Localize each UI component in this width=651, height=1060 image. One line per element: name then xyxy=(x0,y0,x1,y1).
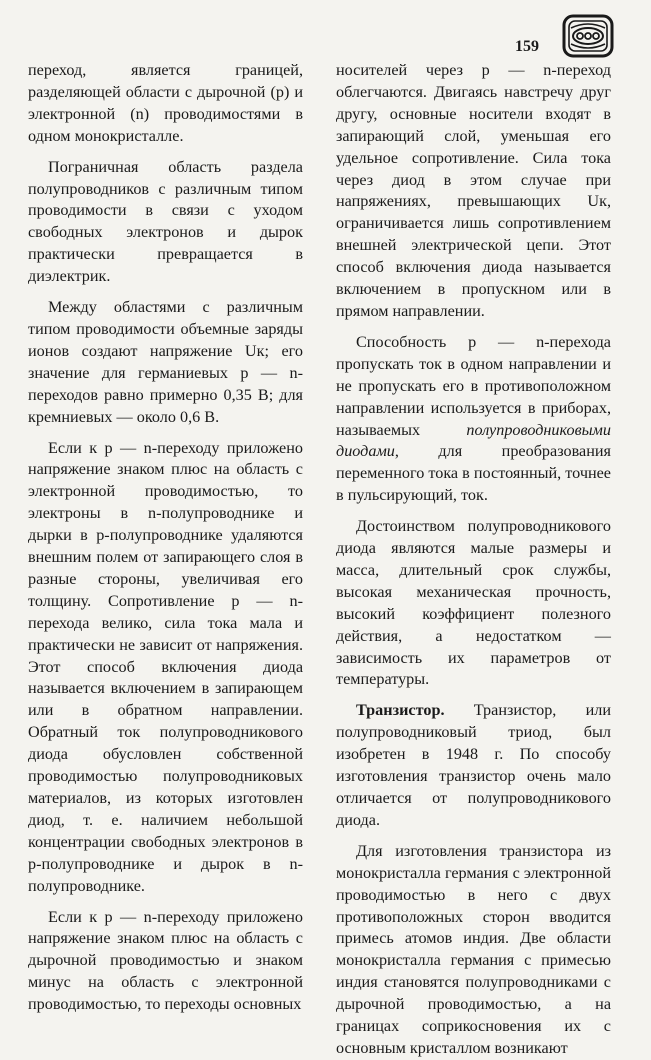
paragraph-text: Транзистор, или полупроводниковый триод, был изобретен в 1948 г. По способу изготовления транзистор очень мало отличается от полупроводникового диода. xyxy=(336,701,611,829)
left-column xyxy=(28,60,303,1016)
left-paragraph-4: Если к р — n-переходу приложено напряжение знаком плюс на область с электронной проводимостью, то электроны в n-полупроводнике и дырки в р-полупроводнике удаляются внешним полем от запирающего слоя в разные стороны, увеличивая его толщину. Сопротивление р — n-перехода велико, сила тока мала и практически не зависит от напряжения. Этот способ включения диода называется включением в запирающем или в обратном направлении. Обратный ток полупроводникового диода обусловлен собственной проводимостью полупроводниковых материалов, из которых изготовлен диод, т. е. наличием небольшой концентрации свободных электронов в р-полупроводнике и дырок в n-полупроводнике. xyxy=(28,438,303,895)
right-paragraph-3: Достоинством полупроводникового диода являются малые размеры и масса, длительный срок службы, высокая механическая прочность, высокий коэффициент полезного действия, а недостатком — зависимость их параметров от температуры. xyxy=(336,517,611,689)
paragraph-text: Способность р — n-перехода пропускать ток в одном направлении и не пропускать его в противоположном направлении используется в приборах, называемых xyxy=(336,332,611,439)
right-paragraph-1: носителей через р — n-переход облегчаются. Двигаясь навстречу друг другу, основные носители входят в запирающий слой, уменьшая его удельное сопротивление. Сила тока через диод в этом случае при напряжениях, превышающих Uк, ограничивается лишь сопротивлением внешней электрической цепи. Этот способ включения диода называется включением в пропускном или в прямом направлении. xyxy=(336,61,611,320)
right-paragraph-2 xyxy=(336,332,611,507)
left-paragraph-5: Если к р — n-переходу приложено напряжение знаком плюс на область с дырочной проводимостью и знаком минус на область с электронной проводимостью, то переходы основных xyxy=(28,907,303,1014)
left-paragraph-2: Пограничная область раздела полупроводников с различным типом проводимости в связи с уходом свободных электронов и дырок практически превращается в диэлектрик. xyxy=(28,157,303,286)
italic-term: полупроводниковыми диодами xyxy=(336,420,611,461)
left-paragraph-3: Между областями с различным типом проводимости объемные заряды ионов создают напряжение Uк; его значение для германиевых р — n-переходов равно примерно 0,35 В; для кремниевых — около 0,6 В. xyxy=(28,298,303,426)
page-number: 159 xyxy=(515,38,539,55)
right-column xyxy=(336,60,611,1060)
right-paragraph-4 xyxy=(336,700,611,831)
left-paragraph-1: переход, является границей, разделяющей области с дырочной (р) и электронной (n) проводимостями в одном монокристалле. xyxy=(28,61,303,145)
book-series-emblem-icon xyxy=(562,14,614,58)
right-paragraph-5: Для изготовления транзистора из монокристалла германия с электронной проводимостью в него с двух противоположных сторон вводится примесь атомов индия. Две области монокристалла германия с примесью индия становятся полупроводниками с дырочной проводимостью, а на границах соприкосновения их с основным кристаллом возникают xyxy=(336,841,611,1057)
section-heading: Транзистор. xyxy=(356,701,445,720)
paragraph-text: , для преобразования переменного тока в постоянный, точнее в пульсирующий, ток. xyxy=(336,442,611,505)
